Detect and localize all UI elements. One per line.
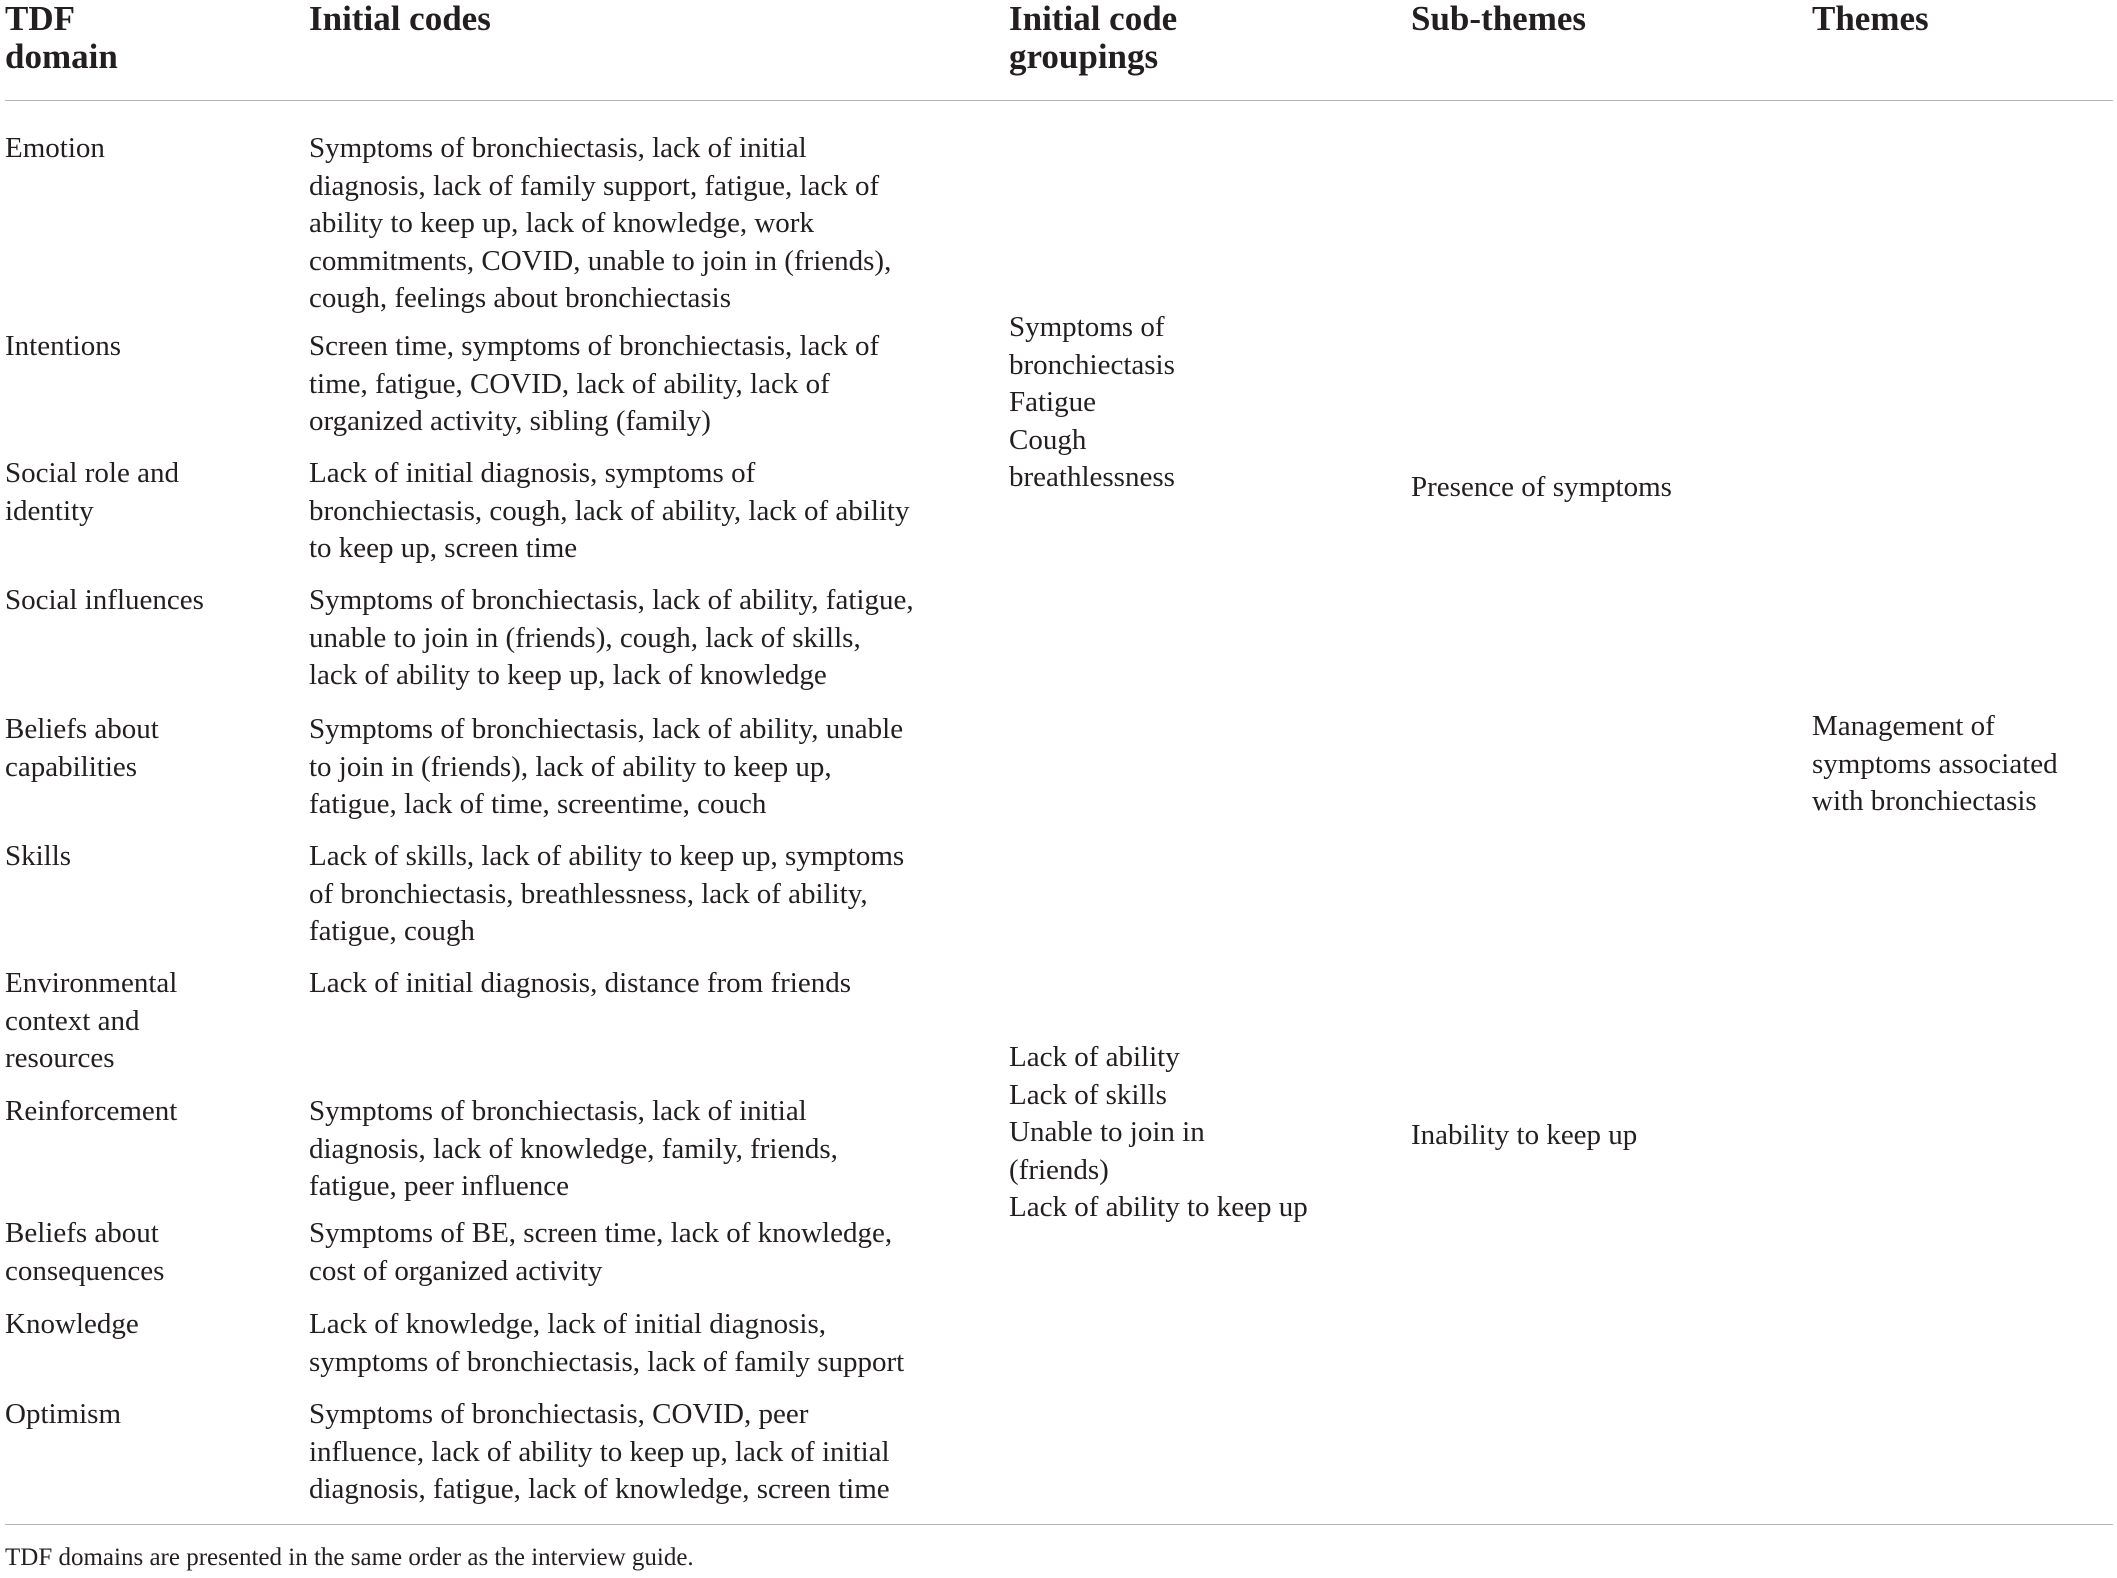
theme-line: Management of <box>1812 710 1995 742</box>
codes-line: fatigue, lack of time, screentime, couch <box>309 788 767 820</box>
header-divider <box>5 100 2113 101</box>
codes-line: Symptoms of bronchiectasis, COVID, peer <box>309 1398 809 1430</box>
header-tdf-domain <box>5 0 118 76</box>
codes-line: lack of ability to keep up, lack of knowledge <box>309 659 827 691</box>
codes-line: unable to join in (friends), cough, lack of skills, <box>309 621 861 654</box>
grouping-line: bronchiectasis <box>1009 348 1175 381</box>
domain-line: Skills <box>5 840 72 872</box>
row-initial-codes-cell <box>309 328 879 441</box>
grouping-line: Unable to join in <box>1009 1116 1205 1148</box>
grouping-line: Cough <box>1009 423 1087 456</box>
row-domain-cell <box>5 328 121 366</box>
codes-line: Symptoms of BE, screen time, lack of knowledge, <box>309 1217 893 1249</box>
domain-line: Reinforcement <box>5 1095 178 1127</box>
header-groupings-line: groupings <box>1009 37 1159 76</box>
codes-line: Lack of initial diagnosis, distance from friends <box>309 967 851 999</box>
row-initial-codes-cell <box>309 838 904 951</box>
domain-line: consequences <box>5 1254 165 1287</box>
grouping-line: Symptoms of <box>1009 311 1165 343</box>
codes-line: cost of organized activity <box>309 1254 603 1287</box>
codes-line: bronchiectasis, cough, lack of ability, lack of ability <box>309 494 910 527</box>
row-domain-cell <box>5 838 71 876</box>
domain-line: Beliefs about <box>5 1217 159 1249</box>
table-footnote: TDF domains are presented in the same order as the interview guide. <box>5 1544 694 1571</box>
header-initial-code-groupings <box>1009 0 1177 76</box>
row-initial-codes-cell <box>309 1396 890 1509</box>
codes-line: fatigue, cough <box>309 915 475 947</box>
codes-line: to keep up, screen time <box>309 532 578 564</box>
row-initial-codes-cell <box>309 455 910 568</box>
grouping-cell-ability <box>1009 1039 1308 1227</box>
row-domain-cell <box>5 455 179 530</box>
domain-line: Social role and <box>5 457 179 489</box>
row-initial-codes-cell <box>309 711 903 824</box>
header-sub-themes: Sub-themes <box>1411 0 1587 38</box>
header-themes: Themes <box>1812 0 1929 38</box>
codes-line: ability to keep up, lack of knowledge, work <box>309 207 814 239</box>
domain-line: Knowledge <box>5 1308 139 1340</box>
domain-line: Beliefs about <box>5 713 159 745</box>
footer-divider <box>5 1524 2113 1525</box>
theme-line: symptoms associated <box>1812 747 2058 780</box>
row-initial-codes-cell <box>309 1306 904 1381</box>
header-tdf-domain-line: domain <box>5 37 118 76</box>
domain-line: capabilities <box>5 750 138 783</box>
row-domain-cell <box>5 1396 121 1434</box>
row-domain-cell <box>5 711 159 786</box>
row-domain-cell <box>5 582 204 620</box>
codes-line: influence, lack of ability to keep up, lack of initial <box>309 1435 890 1468</box>
codes-line: Symptoms of bronchiectasis, lack of initial <box>309 1095 807 1127</box>
header-initial-codes: Initial codes <box>309 0 491 38</box>
row-initial-codes-cell <box>309 965 851 1003</box>
grouping-line: Lack of skills <box>1009 1078 1167 1111</box>
grouping-cell-symptoms <box>1009 309 1175 497</box>
grouping-line: breathlessness <box>1009 461 1175 493</box>
codes-line: fatigue, peer influence <box>309 1170 570 1202</box>
header-groupings-line: Initial code <box>1009 0 1178 38</box>
row-initial-codes-cell <box>309 582 914 695</box>
row-domain-cell <box>5 1093 177 1131</box>
sub-theme-inability-to-keep-up: Inability to keep up <box>1411 1119 1638 1151</box>
theme-line: with bronchiectasis <box>1812 785 2037 817</box>
row-domain-cell <box>5 965 177 1078</box>
domain-line: Intentions <box>5 330 121 362</box>
codes-line: Symptoms of bronchiectasis, lack of initial <box>309 132 807 164</box>
domain-line: Environmental <box>5 967 178 999</box>
codes-line: Lack of initial diagnosis, symptoms of <box>309 457 756 489</box>
domain-line: resources <box>5 1042 115 1074</box>
codes-line: diagnosis, lack of knowledge, family, friends, <box>309 1132 838 1165</box>
domain-line: identity <box>5 494 94 527</box>
grouping-line: (friends) <box>1009 1153 1109 1186</box>
theme-management-of-symptoms <box>1812 708 2058 821</box>
row-initial-codes-cell <box>309 1093 838 1206</box>
codes-line: commitments, COVID, unable to join in (friends), <box>309 244 892 277</box>
codes-line: diagnosis, lack of family support, fatigue, lack of <box>309 169 880 202</box>
header-tdf-domain-line: TDF <box>5 0 75 38</box>
grouping-line: Lack of ability <box>1009 1041 1180 1073</box>
codes-line: diagnosis, fatigue, lack of knowledge, screen time <box>309 1473 890 1505</box>
domain-line: Social influences <box>5 584 204 616</box>
row-domain-cell <box>5 130 105 168</box>
codes-line: Lack of skills, lack of ability to keep up, symptoms <box>309 840 905 872</box>
domain-line: context and <box>5 1004 140 1037</box>
codes-line: Lack of knowledge, lack of initial diagnosis, <box>309 1308 827 1340</box>
row-domain-cell <box>5 1306 139 1344</box>
codes-line: Screen time, symptoms of bronchiectasis, lack of <box>309 330 880 362</box>
domain-line: Emotion <box>5 132 105 164</box>
domain-line: Optimism <box>5 1398 122 1430</box>
row-domain-cell <box>5 1215 164 1290</box>
codes-line: of bronchiectasis, breathlessness, lack of ability, <box>309 877 868 910</box>
codes-line: organized activity, sibling (family) <box>309 405 711 437</box>
codes-line: Symptoms of bronchiectasis, lack of ability, fatigue, <box>309 584 914 616</box>
codes-line: Symptoms of bronchiectasis, lack of ability, unable <box>309 713 904 745</box>
codes-line: time, fatigue, COVID, lack of ability, lack of <box>309 367 830 400</box>
grouping-line: Fatigue <box>1009 386 1096 418</box>
row-initial-codes-cell <box>309 130 891 318</box>
codes-line: cough, feelings about bronchiectasis <box>309 282 731 314</box>
codes-line: to join in (friends), lack of ability to keep up, <box>309 750 832 783</box>
row-initial-codes-cell <box>309 1215 892 1290</box>
grouping-line: Lack of ability to keep up <box>1009 1191 1308 1223</box>
codes-line: symptoms of bronchiectasis, lack of family support <box>309 1345 905 1378</box>
sub-theme-presence-of-symptoms: Presence of symptoms <box>1411 471 1672 503</box>
